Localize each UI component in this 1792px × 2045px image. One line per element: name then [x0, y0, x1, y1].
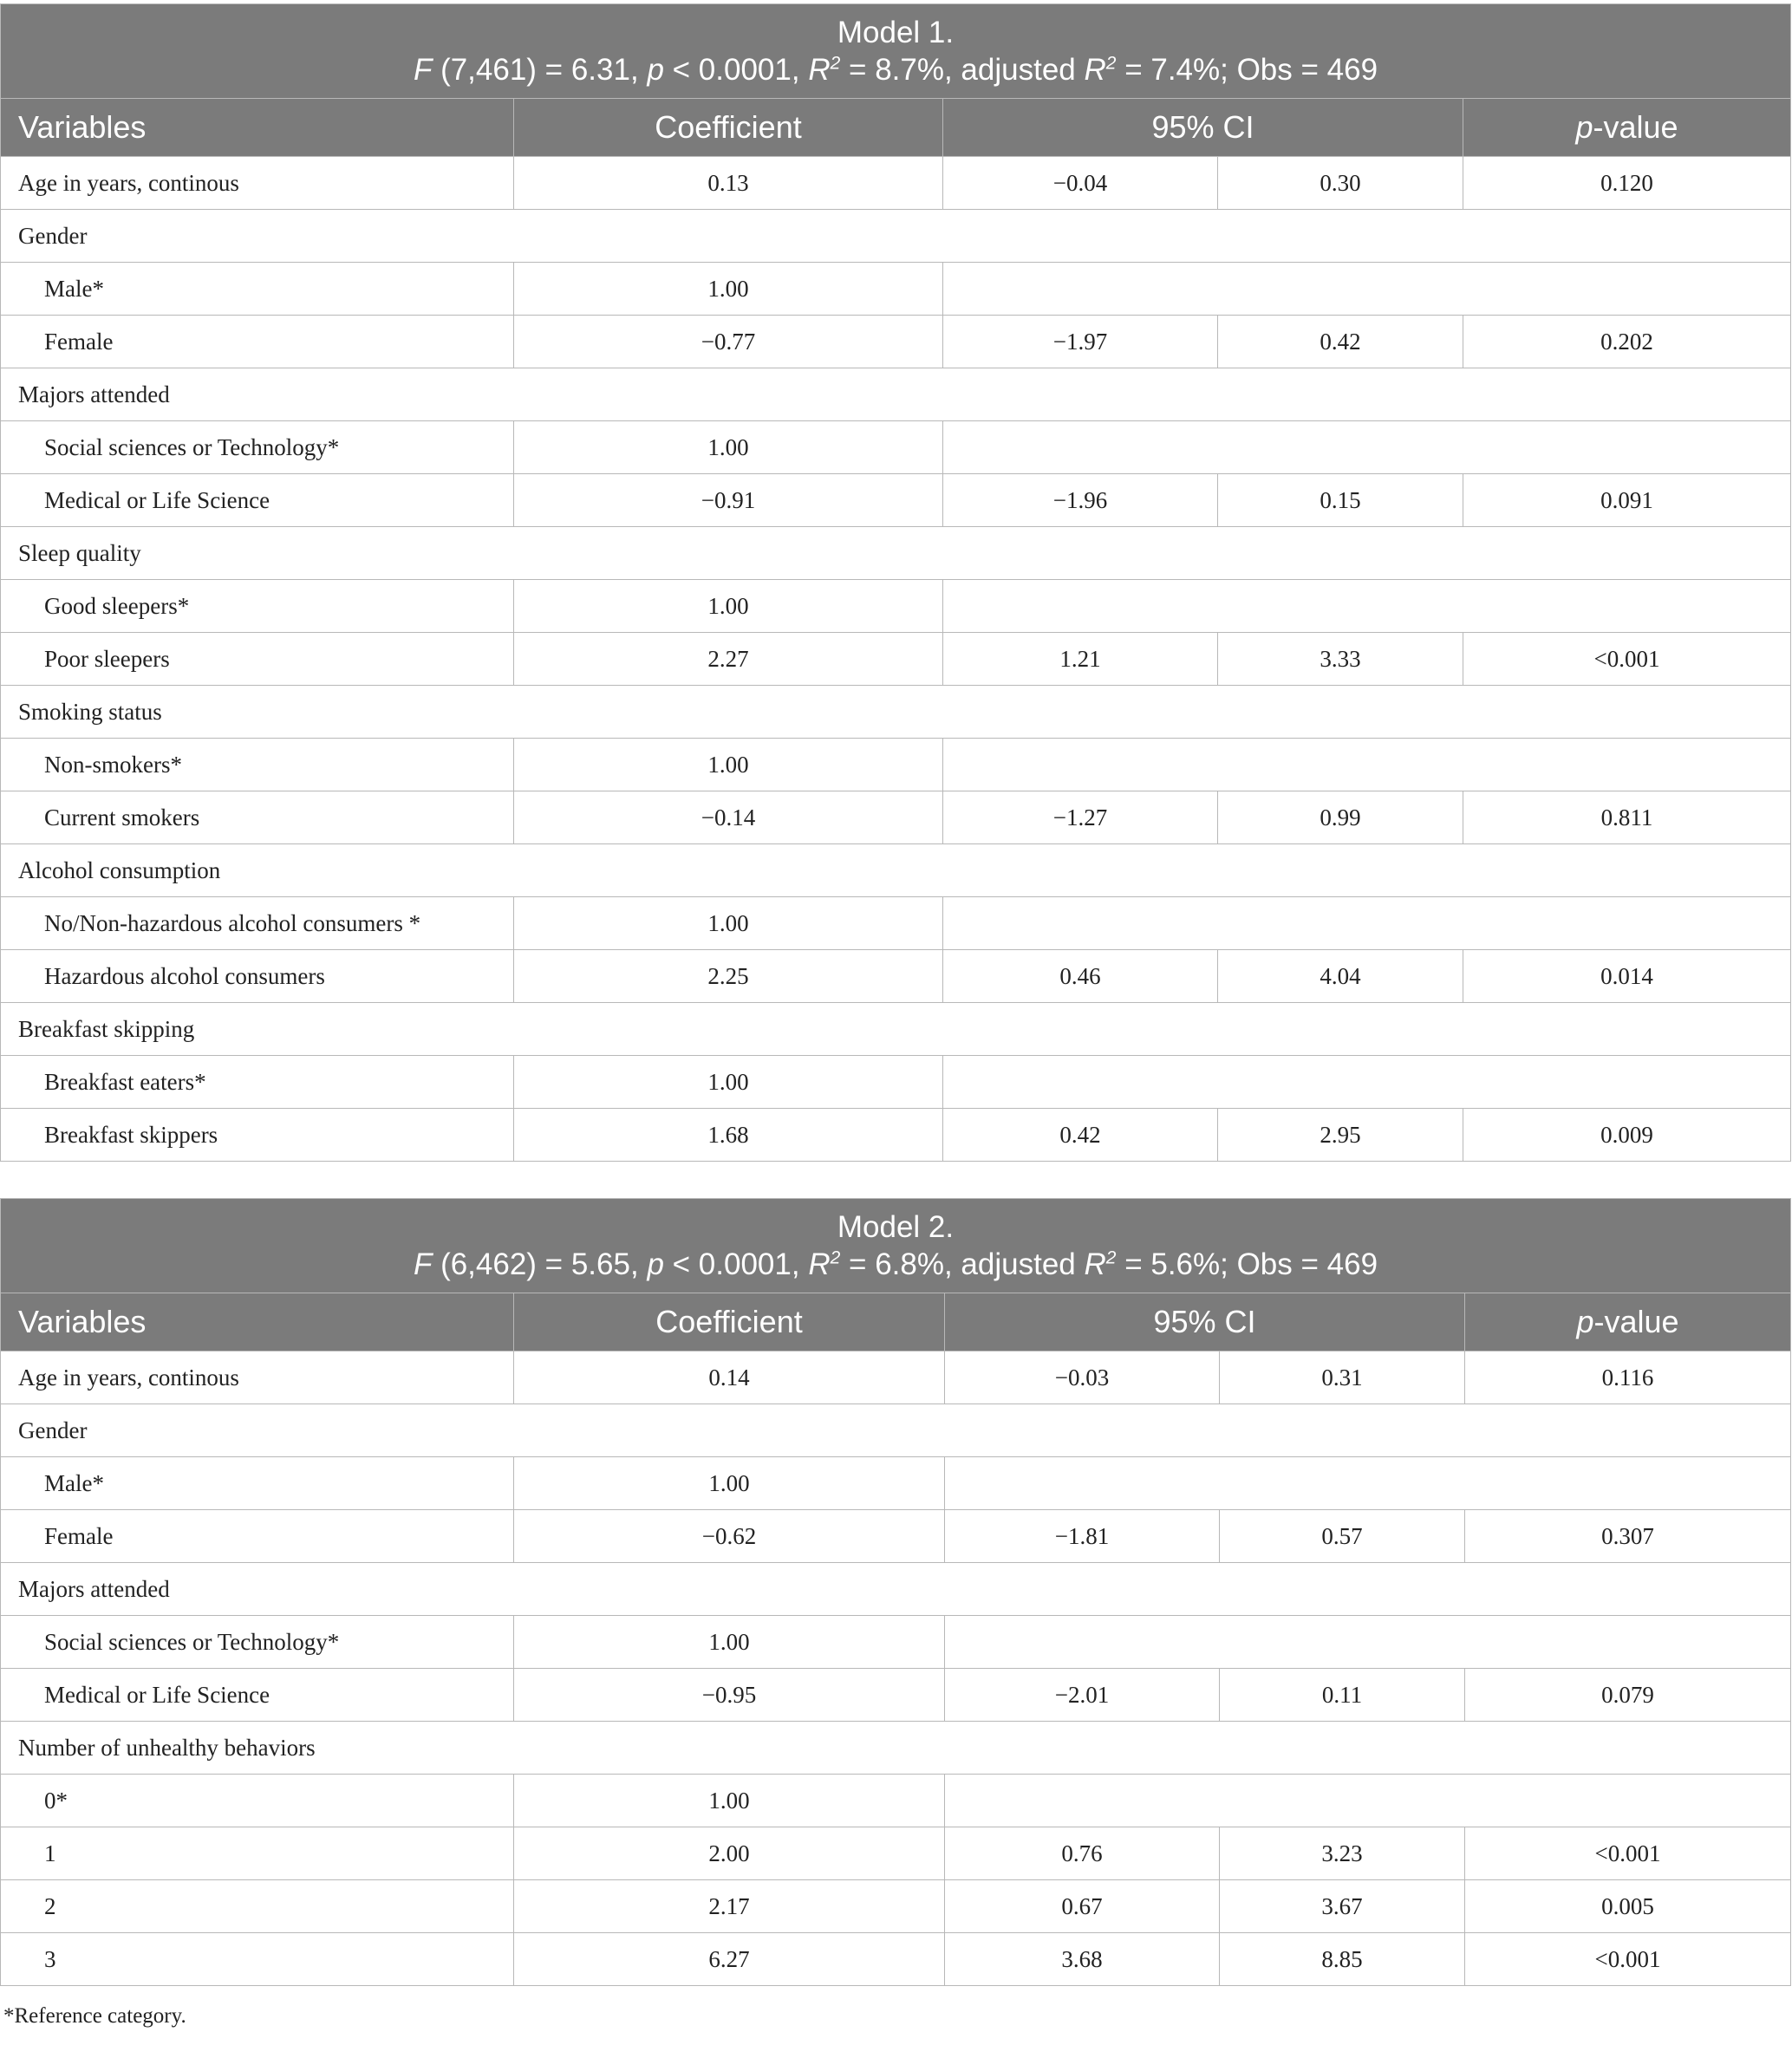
table-row [1, 844, 1791, 897]
col-coefficient: Coefficient [514, 99, 943, 157]
table-row [1, 580, 1791, 633]
model1-column-headers [1, 99, 1791, 157]
empty-cell [943, 263, 1791, 316]
coefficient-cell: 2.00 [514, 1827, 945, 1880]
p-value-cell: <0.001 [1465, 1933, 1791, 1986]
ci-lower-cell: −1.81 [945, 1510, 1220, 1563]
table-row [1, 1351, 1791, 1404]
coefficient-cell: 1.00 [514, 580, 943, 633]
model1-header [1, 4, 1791, 99]
col-ci: 95% CI [945, 1293, 1465, 1351]
row-label: Social sciences or Technology* [1, 421, 514, 474]
coefficient-cell: −0.14 [514, 791, 943, 844]
ci-upper-cell: 0.11 [1220, 1669, 1465, 1722]
p-value-cell: 0.120 [1463, 157, 1791, 210]
ci-upper-cell: 0.57 [1220, 1510, 1465, 1563]
table-row [1, 1109, 1791, 1162]
ci-upper-cell: 0.31 [1220, 1351, 1465, 1404]
table-row [1, 633, 1791, 686]
col-p-value: p-value [1463, 99, 1791, 157]
model2-body [1, 1351, 1791, 1986]
row-label: Poor sleepers [1, 633, 514, 686]
ci-lower-cell: 0.42 [943, 1109, 1218, 1162]
table-row [1, 1722, 1791, 1775]
ci-upper-cell: 0.42 [1218, 316, 1463, 368]
coefficient-cell: 0.13 [514, 157, 943, 210]
col-variables: Variables [1, 1293, 514, 1351]
row-label: Majors attended [1, 368, 1791, 421]
ci-upper-cell: 4.04 [1218, 950, 1463, 1003]
ci-upper-cell: 0.15 [1218, 474, 1463, 527]
empty-cell [943, 897, 1791, 950]
model1-title: Model 1. [837, 16, 955, 49]
ci-lower-cell: 0.46 [943, 950, 1218, 1003]
coefficient-cell: 0.14 [514, 1351, 945, 1404]
table-row [1, 739, 1791, 791]
ci-lower-cell: −0.03 [945, 1351, 1220, 1404]
model2-stats: F (6,462) = 5.65, p < 0.0001, $R^2 = 6.8\%$, adjusted $R^2 = 5.6\%$; Obs = 469 [413, 1247, 1378, 1281]
p-value-cell: 0.091 [1463, 474, 1791, 527]
row-label: Breakfast skipping [1, 1003, 1791, 1056]
empty-cell [943, 739, 1791, 791]
coefficient-cell: 6.27 [514, 1933, 945, 1986]
row-label: Breakfast eaters* [1, 1056, 514, 1109]
ci-lower-cell: −1.96 [943, 474, 1218, 527]
coefficient-cell: −0.95 [514, 1669, 945, 1722]
table-row [1, 210, 1791, 263]
table-row [1, 1827, 1791, 1880]
ci-lower-cell: 0.67 [945, 1880, 1220, 1933]
row-label: Non-smokers* [1, 739, 514, 791]
row-label: Hazardous alcohol consumers [1, 950, 514, 1003]
table-row [1, 1510, 1791, 1563]
coefficient-cell: 1.00 [514, 263, 943, 316]
col-variables: Variables [1, 99, 514, 157]
model2-title-cell [1, 1199, 1791, 1293]
table-row [1, 368, 1791, 421]
row-label: Sleep quality [1, 527, 1791, 580]
row-label: 2 [1, 1880, 514, 1933]
coefficient-cell: −0.91 [514, 474, 943, 527]
coefficient-cell: −0.77 [514, 316, 943, 368]
row-label: Age in years, continous [1, 157, 514, 210]
ci-upper-cell: 3.33 [1218, 633, 1463, 686]
empty-cell [945, 1457, 1791, 1510]
p-value-cell: 0.116 [1465, 1351, 1791, 1404]
p-value-cell: 0.307 [1465, 1510, 1791, 1563]
row-label: Gender [1, 210, 1791, 263]
row-label: Medical or Life Science [1, 1669, 514, 1722]
p-value-cell: <0.001 [1465, 1827, 1791, 1880]
ci-lower-cell: 1.21 [943, 633, 1218, 686]
p-value-cell: 0.005 [1465, 1880, 1791, 1933]
table-row [1, 1404, 1791, 1457]
table-row [1, 527, 1791, 580]
model2-table [0, 1198, 1791, 1986]
coefficient-cell: 1.00 [514, 897, 943, 950]
ci-lower-cell: −2.01 [945, 1669, 1220, 1722]
table-row [1, 1563, 1791, 1616]
ci-lower-cell: 0.76 [945, 1827, 1220, 1880]
ci-upper-cell: 0.99 [1218, 791, 1463, 844]
row-label: Majors attended [1, 1563, 1791, 1616]
row-label: Male* [1, 263, 514, 316]
model1-table [0, 3, 1791, 1162]
ci-lower-cell: −1.97 [943, 316, 1218, 368]
row-label: Male* [1, 1457, 514, 1510]
row-label: Good sleepers* [1, 580, 514, 633]
footnote: *Reference category. [3, 2004, 186, 2028]
table-row [1, 474, 1791, 527]
table-row [1, 686, 1791, 739]
model1-stats: F (7,461) = 6.31, p < 0.0001, $R^2 = 8.7\%$, adjusted $R^2 = 7.4\%$; Obs = 469 [413, 53, 1378, 87]
empty-cell [943, 1056, 1791, 1109]
table-row [1, 1457, 1791, 1510]
p-value-cell: 0.009 [1463, 1109, 1791, 1162]
ci-upper-cell: 3.23 [1220, 1827, 1465, 1880]
coefficient-cell: 2.17 [514, 1880, 945, 1933]
table-row [1, 421, 1791, 474]
coefficient-cell: 1.00 [514, 1616, 945, 1669]
table-row [1, 157, 1791, 210]
ci-lower-cell: 3.68 [945, 1933, 1220, 1986]
row-label: Gender [1, 1404, 1791, 1457]
model2-header [1, 1199, 1791, 1293]
table-row [1, 1933, 1791, 1986]
row-label: Female [1, 1510, 514, 1563]
table-row [1, 1775, 1791, 1827]
col-p-value: p-value [1465, 1293, 1791, 1351]
row-label: Female [1, 316, 514, 368]
row-label: 0* [1, 1775, 514, 1827]
coefficient-cell: 1.00 [514, 1775, 945, 1827]
empty-cell [945, 1775, 1791, 1827]
row-label: Number of unhealthy behaviors [1, 1722, 1791, 1775]
table-row [1, 1880, 1791, 1933]
table-row [1, 1056, 1791, 1109]
ci-lower-cell: −1.27 [943, 791, 1218, 844]
table-row [1, 897, 1791, 950]
empty-cell [945, 1616, 1791, 1669]
table-row [1, 1669, 1791, 1722]
col-ci: 95% CI [943, 99, 1463, 157]
row-label: Breakfast skippers [1, 1109, 514, 1162]
ci-upper-cell: 2.95 [1218, 1109, 1463, 1162]
ci-upper-cell: 8.85 [1220, 1933, 1465, 1986]
coefficient-cell: 1.00 [514, 739, 943, 791]
p-value-cell: 0.202 [1463, 316, 1791, 368]
empty-cell [943, 421, 1791, 474]
model2-title: Model 2. [837, 1210, 955, 1244]
model1-title-cell [1, 4, 1791, 99]
row-label: Age in years, continous [1, 1351, 514, 1404]
row-label: No/Non-hazardous alcohol consumers * [1, 897, 514, 950]
row-label: Social sciences or Technology* [1, 1616, 514, 1669]
coefficient-cell: 1.68 [514, 1109, 943, 1162]
table-row [1, 1616, 1791, 1669]
ci-upper-cell: 0.30 [1218, 157, 1463, 210]
coefficient-cell: 1.00 [514, 421, 943, 474]
table-row [1, 316, 1791, 368]
row-label: 3 [1, 1933, 514, 1986]
table-row [1, 950, 1791, 1003]
col-coefficient: Coefficient [514, 1293, 945, 1351]
row-label: Medical or Life Science [1, 474, 514, 527]
empty-cell [943, 580, 1791, 633]
ci-upper-cell: 3.67 [1220, 1880, 1465, 1933]
ci-lower-cell: −0.04 [943, 157, 1218, 210]
coefficient-cell: 2.27 [514, 633, 943, 686]
p-value-cell: 0.079 [1465, 1669, 1791, 1722]
row-label: Smoking status [1, 686, 1791, 739]
p-value-cell: 0.014 [1463, 950, 1791, 1003]
coefficient-cell: −0.62 [514, 1510, 945, 1563]
coefficient-cell: 2.25 [514, 950, 943, 1003]
coefficient-cell: 1.00 [514, 1457, 945, 1510]
coefficient-cell: 1.00 [514, 1056, 943, 1109]
table-row [1, 1003, 1791, 1056]
row-label: Current smokers [1, 791, 514, 844]
model2-column-headers [1, 1293, 1791, 1351]
table-row [1, 791, 1791, 844]
row-label: Alcohol consumption [1, 844, 1791, 897]
row-label: 1 [1, 1827, 514, 1880]
p-value-cell: 0.811 [1463, 791, 1791, 844]
table-row [1, 263, 1791, 316]
p-value-cell: <0.001 [1463, 633, 1791, 686]
model1-body [1, 157, 1791, 1162]
